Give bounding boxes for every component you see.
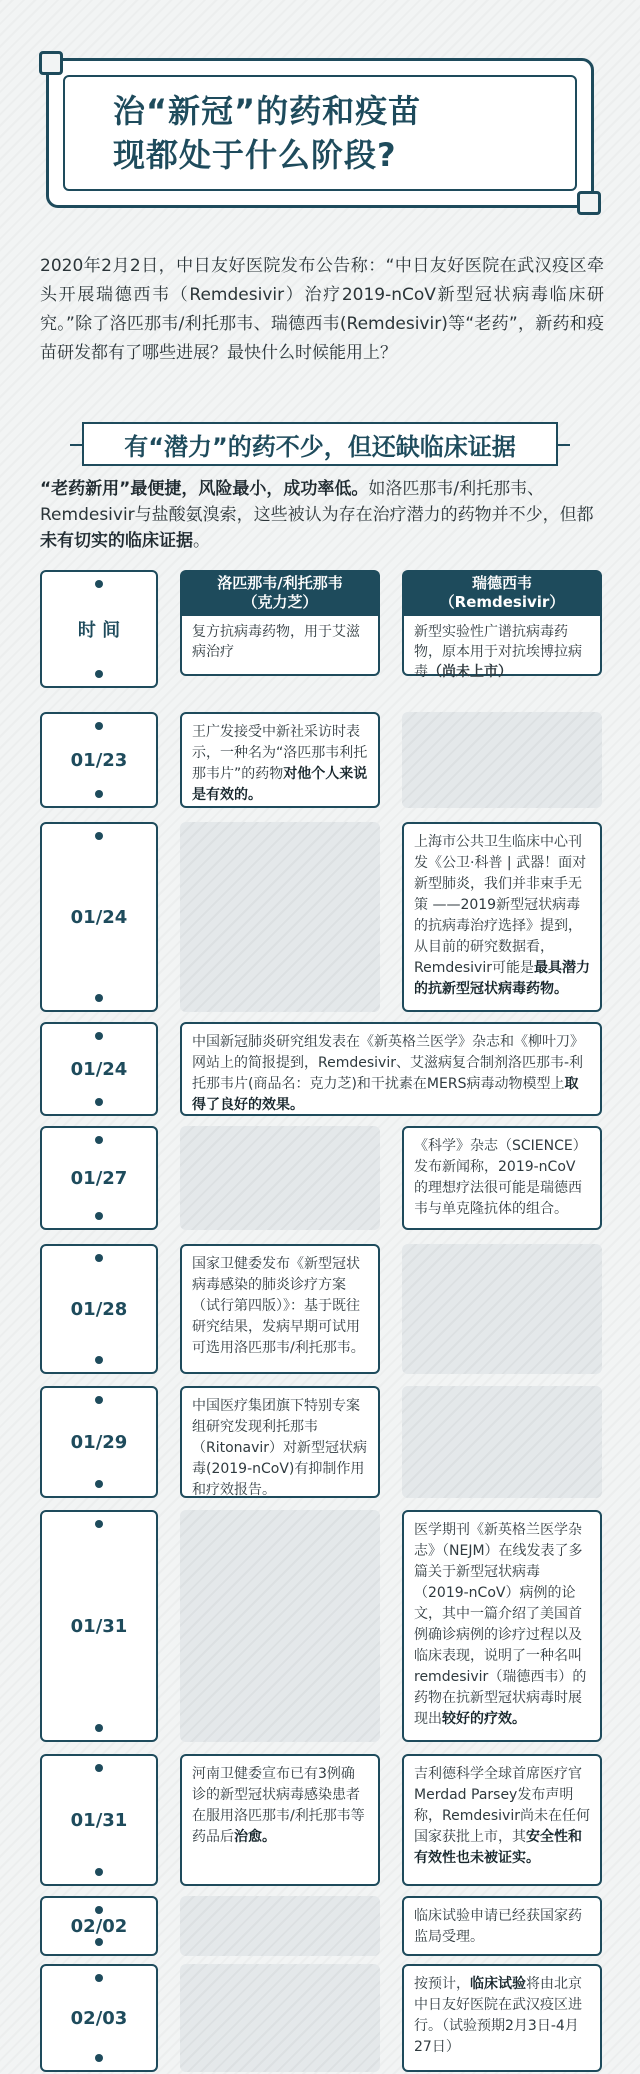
row-col2-cell [402,1510,602,1742]
row-date: 01/24 [40,822,158,1012]
col1-desc: 复方抗病毒药物，用于艾滋病治疗 [180,616,380,676]
row-date: 01/31 [40,1754,158,1886]
col2-sub: （Remdesivir） [439,593,565,611]
lead-bold-2: 未有切实的临床证据 [40,531,193,551]
col1-name: 洛匹那韦/利托那韦 [217,574,343,592]
table-row [40,1126,600,1230]
cell-bold: 较好的疗效。 [442,1711,526,1727]
cell-bold: 临床试验 [470,1976,526,1992]
table-row [40,1964,600,2072]
col1-sub: （克力芝） [242,593,318,611]
row-col2-empty [402,1386,602,1498]
row-col2-cell: 临床试验申请已经获国家药监局受理。 [402,1896,602,1956]
cell-text: 吉利德科学全球首席医疗官Merdad Parsey发布声明称，Remdesivir尚未在任何国家获批上市，其 [414,1766,590,1845]
table-header-row [40,570,600,688]
cell-bold: 安全性和有效性也未被证实。 [414,1829,582,1866]
table-row [40,712,600,808]
row-col2-empty [402,712,602,808]
row-col2-cell [402,822,602,1012]
row-col1-cell [180,712,380,808]
row-col1-empty [180,1896,380,1956]
col2-desc [402,616,602,680]
row-date: 01/29 [40,1386,158,1498]
row-date: 02/02 [40,1896,158,1956]
row-col1-empty [180,1126,380,1230]
intro-paragraph: 2020年2月2日，中日友好医院发布公告称：“中日友好医院在武汉疫区牵头开展瑞德西韦（Remdesivir）治疗2019-nCoV新型冠状病毒临床研究。”除了洛匹那韦/利托那韦、瑞德西韦(Remdesivir)等“老药”，新药和疫苗研发都有了哪些进展？最快什么时候能用上？ [40,256,604,363]
row-date: 01/28 [40,1244,158,1374]
row-date: 01/31 [40,1510,158,1742]
row-col1-cell [180,1754,380,1886]
cell-text: 河南卫健委宣布已有3例确诊的新型冠状病毒感染患者在服用洛匹那韦/利托那韦等药品后 [192,1766,365,1845]
cell-text: 王广发接受中新社采访时表示，一种名为“洛匹那韦利托那韦片”的药物 [192,724,368,782]
cell-text: 上海市公共卫生临床中心刊发《公卫·科普 | 武器！面对新型肺炎，我们并非束手无策 ——2019新型冠状病毒的抗病毒治疗选择》提到，从目前的研究数据看，Remdesivir可能是 [414,834,587,976]
cell-text: 医学期刊《新英格兰医学杂志》（NEJM）在线发表了多篇关于新型冠状病毒（2019-nCoV）病例的论文，其中一篇介绍了美国首例确诊病例的诊疗过程以及临床表现，说明了一种名叫remdesivir（瑞德西韦）的药物在抗新型冠状病毒时展现出 [414,1522,587,1727]
col1-header [180,570,380,616]
lead-paragraph [40,476,604,554]
table-row [40,1244,600,1374]
table-row [40,1386,600,1498]
page-title-line-2: 现都处于什么阶段? [113,136,397,174]
row-date: 01/24 [40,1022,158,1116]
lead-text-1: 如洛匹那韦/利托那韦、Remdesivir与盐酸氨溴索，这些被认为存在治疗潜力的药物并不少，但都 [40,479,594,525]
lead-bold-1: “老药新用”最便捷，风险最小，成功率低。 [40,479,369,499]
row-col2-empty [402,1244,602,1374]
row-col1-empty [180,1510,380,1742]
page-title-line-1: 治“新冠”的药和疫苗 [113,92,422,130]
row-date: 01/27 [40,1126,158,1230]
title-frame [46,58,594,208]
table-row [40,1022,600,1116]
section-heading: 有“潜力”的药不少，但还缺临床证据 [82,422,558,466]
row-date: 02/03 [40,1964,158,2072]
cell-bold: 最具潜力的抗新型冠状病毒药物。 [414,960,590,997]
row-col2-cell [402,1964,602,2072]
time-header: 时 间 [40,570,158,688]
row-col1-cell: 中国医疗集团旗下特别专案组研究发现利托那韦（Ritonavir）对新型冠状病毒(2019-nCoV)有抑制作用和疗效报告。 [180,1386,380,1498]
cell-bold: 对他个人来说是有效的。 [192,766,368,803]
col2-desc-bold: （尚未上市） [428,664,512,680]
table-row [40,1754,600,1886]
row-col1-empty [180,1964,380,2072]
col2-header [402,570,602,616]
table-row [40,822,600,1012]
lead-text-2: 。 [193,531,210,551]
cell-bold: 取得了良好的效果。 [192,1076,579,1113]
row-col1-cell: 国家卫健委发布《新型冠状病毒感染的肺炎诊疗方案（试行第四版）》：基于既往研究结果，发病早期可试用可选用洛匹那韦/利托那韦。 [180,1244,380,1374]
row-wide-cell [180,1022,602,1116]
row-col2-cell: 《科学》杂志（SCIENCE） 发布新闻称，2019-nCoV 的理想疗法很可能是瑞德西韦与单克隆抗体的组合。 [402,1126,602,1230]
cell-text: 中国新冠肺炎研究组发表在《新英格兰医学》杂志和《柳叶刀》网站上的简报提到，Remdesivir、艾滋病复合制剂洛匹那韦-利托那韦片(商品名：克力芝)和干扰素在MERS病毒动物模型上 [192,1034,584,1092]
cell-bold: 治愈。 [234,1829,276,1845]
table-row [40,1510,600,1742]
row-date: 01/23 [40,712,158,808]
col2-desc-text: 新型实验性广谱抗病毒药物，原本用于对抗埃博拉病毒 [414,624,582,680]
title-inner [63,75,577,191]
row-col1-empty [180,822,380,1012]
row-col2-cell [402,1754,602,1886]
cell-text: 按预计， [414,1976,470,1992]
table-row [40,1896,600,1956]
col2-name: 瑞德西韦 [471,574,532,592]
cell-text: 将由北京中日友好医院在武汉疫区进行。（试验预期2月3日-4月27日） [414,1976,582,2055]
